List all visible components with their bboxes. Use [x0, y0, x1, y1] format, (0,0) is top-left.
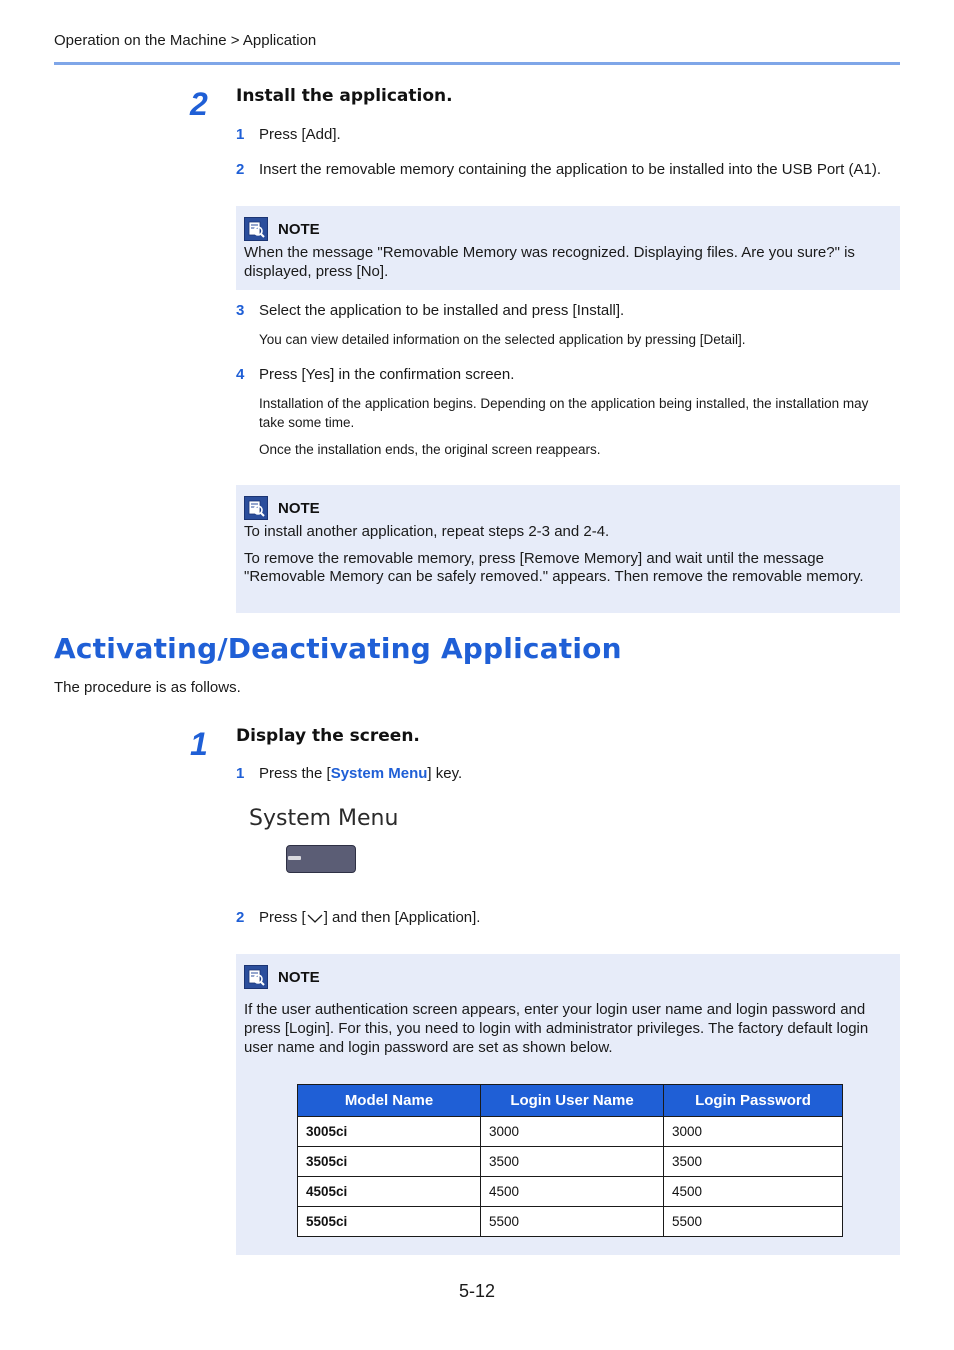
table-row — [298, 1177, 843, 1207]
note-icon — [244, 217, 268, 241]
step-title: Display the screen. — [236, 726, 420, 746]
substep-number: 4 — [236, 366, 245, 383]
note-text: If the user authentication screen appears, enter your login user name and login password and press [Login]. For this, you need to login with administrator privileges. The factory default login user name and login password are set as shown below. — [244, 1001, 869, 1056]
note-box — [236, 485, 900, 613]
substep-text: Select the application to be installed and press [Install]. — [259, 302, 625, 319]
model-cell: 3005ci — [298, 1117, 481, 1147]
substep-detail: Installation of the application begins. Depending on the application being installed, the installation may take some time. — [259, 396, 869, 430]
substep-number: 1 — [236, 126, 245, 143]
substep-detail: You can view detailed information on the selected application by pressing [Detail]. — [259, 332, 746, 347]
step-number: 1 — [190, 726, 208, 762]
substep-text: Press [ ] and then [Application]. — [259, 909, 481, 926]
password-cell: 3500 — [664, 1147, 843, 1177]
column-header: Model Name — [298, 1085, 481, 1117]
password-cell: 3000 — [664, 1117, 843, 1147]
key-indicator-led — [288, 856, 301, 860]
note-label: NOTE — [278, 968, 320, 986]
model-cell: 5505ci — [298, 1207, 481, 1237]
user-name-cell: 3500 — [481, 1147, 664, 1177]
user-name-cell: 4500 — [481, 1177, 664, 1207]
table-row — [298, 1207, 843, 1237]
column-header: Login Password — [664, 1085, 843, 1117]
breadcrumb: Operation on the Machine > Application — [54, 32, 317, 49]
note-icon — [244, 496, 268, 520]
section-intro: The procedure is as follows. — [54, 679, 241, 696]
substep-text: Press [Yes] in the confirmation screen. — [259, 366, 515, 383]
user-name-cell: 3000 — [481, 1117, 664, 1147]
note-text: When the message "Removable Memory was recognized. Displaying files. Are you sure?" is displayed, press [No]. — [244, 244, 855, 280]
system-menu-key-link: System Menu — [330, 765, 428, 782]
chevron-down-icon — [306, 911, 324, 925]
substep-text: Insert the removable memory containing the application to be installed into the USB Port (A1). — [259, 161, 881, 178]
note-text: To remove the removable memory, press [Remove Memory] and wait until the message "Removable Memory can be safely removed." appears. Then remove the removable memory. — [244, 549, 864, 585]
header-divider — [54, 62, 900, 65]
note-box — [236, 206, 900, 290]
section-title: Activating/Deactivating Application — [54, 632, 622, 665]
substep-number: 2 — [236, 161, 245, 178]
substep-number: 3 — [236, 302, 245, 319]
system-menu-key-label: System Menu — [249, 806, 399, 831]
column-header: Login User Name — [481, 1085, 664, 1117]
substep-number: 1 — [236, 765, 245, 782]
password-cell: 5500 — [664, 1207, 843, 1237]
note-label: NOTE — [278, 220, 320, 238]
login-defaults-table — [297, 1084, 843, 1237]
table-row — [298, 1147, 843, 1177]
model-cell: 3505ci — [298, 1147, 481, 1177]
model-cell: 4505ci — [298, 1177, 481, 1207]
table-header-row — [298, 1085, 843, 1117]
note-label: NOTE — [278, 499, 320, 517]
page-number: 5-12 — [458, 1281, 496, 1301]
password-cell: 4500 — [664, 1177, 843, 1207]
user-name-cell: 5500 — [481, 1207, 664, 1237]
substep-text: Press the [System Menu] key. — [259, 765, 463, 782]
table-row — [298, 1117, 843, 1147]
substep-number: 2 — [236, 909, 245, 926]
step-number: 2 — [190, 86, 208, 122]
substep-detail: Once the installation ends, the original screen reappears. — [259, 442, 601, 457]
note-text: To install another application, repeat steps 2-3 and 2-4. — [244, 523, 610, 540]
substep-text: Press [Add]. — [259, 126, 341, 143]
note-icon — [244, 965, 268, 989]
step-title: Install the application. — [236, 86, 453, 106]
